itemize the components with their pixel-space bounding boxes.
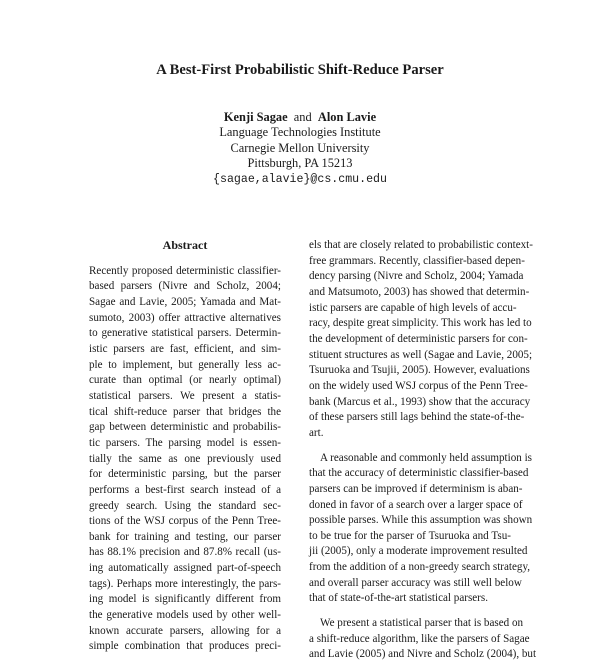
- right-column: [309, 238, 537, 663]
- author-names: [0, 110, 600, 125]
- text-line: greedy search. Using the standard sec-: [89, 499, 281, 512]
- text-line: doned in favor of a search over a larger space of: [309, 498, 523, 511]
- text-line: istic parsers are fast, efficient, and sim-: [89, 342, 281, 355]
- text-line: jii (2005), only a moderate improvement resulted: [309, 545, 528, 558]
- text-line: Sagae and Lavie, 2005; Yamada and Mat-: [89, 295, 281, 308]
- intro-paragraph-1: [309, 238, 533, 442]
- author-email: {sagae,alavie}@cs.cmu.edu: [213, 172, 387, 186]
- abstract-body: [89, 264, 281, 655]
- text-line: free grammars. Recently, classifier-based depen-: [309, 254, 525, 267]
- text-line: tions of the WSJ corpus of the Penn Tree-: [89, 515, 281, 528]
- affiliation-line: Pittsburgh, PA 15213: [247, 156, 353, 171]
- text-line: tags). Perhaps more interestingly, the pars-: [89, 577, 281, 590]
- text-line: ple to implement, but generally less ac-: [89, 358, 281, 371]
- text-line: racy, despite great simplicity. This work has led to: [309, 317, 532, 330]
- text-line: known accurate parsers, allowing for a: [89, 624, 281, 637]
- text-line: art.: [309, 426, 324, 439]
- text-line: for deterministic parsing, but the parser: [89, 468, 281, 481]
- text-line: from the addition of a non-greedy search strategy,: [309, 561, 531, 574]
- text-line: ing automatically assigned part-of-speech: [89, 562, 281, 575]
- text-line: the development of deterministic parsers for con-: [309, 332, 528, 345]
- affiliation-line: Carnegie Mellon University: [230, 140, 370, 155]
- text-line: istic parsers are capable of high levels of accu-: [309, 301, 517, 314]
- intro-paragraph-2: [309, 451, 533, 608]
- text-line: and Lavie (2005) and Nivre and Scholz (2004), but: [309, 648, 537, 661]
- text-line: possible parses. While this assumption was shown: [309, 514, 533, 527]
- text-line: that of state-of-the-art statistical parsers.: [309, 592, 488, 605]
- text-line: on the widely used WSJ corpus of the Penn Tree-: [309, 379, 528, 392]
- text-line: to generative statistical parsers. Determin-: [89, 327, 281, 340]
- text-line: has 88.1% precision and 87.8% recall (us-: [89, 546, 281, 559]
- text-line: tially the same as one previously used: [89, 452, 281, 465]
- text-line: Tsuruoka and Tsujii, 2005). However, evaluations: [309, 364, 530, 377]
- abstract-heading: Abstract: [162, 238, 208, 252]
- text-line: els that are closely related to probabilistic context-: [309, 239, 533, 251]
- text-line: to be true for the parser of Tsuruoka and Tsu-: [309, 529, 511, 542]
- author-conjunction: and: [293, 110, 312, 124]
- text-line: statistical parsers. We present a statis-: [89, 389, 281, 402]
- author-name-1: Kenji Sagae: [223, 110, 288, 124]
- affiliation-line: Language Technologies Institute: [219, 125, 381, 140]
- paper-title: A Best-First Probabilistic Shift-Reduce Parser: [156, 62, 444, 78]
- text-line: Recently proposed deterministic classifier-: [89, 264, 281, 277]
- text-line: parsers can be improved if determinism is aban-: [309, 482, 523, 495]
- text-line: that the accuracy of deterministic classifier-based: [309, 467, 529, 480]
- author-block: [0, 110, 600, 187]
- text-line: gap between deterministic and probabilis-: [89, 421, 281, 434]
- text-line: dency parsing (Nivre and Scholz, 2004; Yamada: [309, 270, 524, 283]
- text-line: and Matsumoto, 2003) has showed that determin-: [309, 285, 530, 298]
- text-line: based parsers (Nivre and Scholz, 2004;: [89, 280, 281, 293]
- text-line: simple combination that produces preci-: [89, 640, 281, 653]
- text-line: A reasonable and commonly held assumption is: [320, 451, 532, 464]
- text-line: tical shift-reduce parser that bridges the: [89, 405, 281, 418]
- text-line: bank (Marcus et al., 1993) show that the accuracy: [309, 395, 531, 408]
- text-line: tic parsers. The parsing model is essen-: [89, 436, 281, 449]
- text-line: curate than optimal (or nearly optimal): [89, 374, 281, 387]
- text-line: and overall parser accuracy was still well below: [309, 576, 522, 589]
- text-line: bank for training and testing, our parser: [89, 530, 281, 543]
- text-line: the generative models used by other well-: [89, 609, 281, 622]
- left-column: [89, 238, 281, 655]
- author-name-2: Alon Lavie: [317, 110, 377, 124]
- text-line: stituent structures as well (Sagae and Lavie, 2005;: [309, 348, 533, 361]
- intro-paragraph-3: [309, 616, 537, 663]
- text-line: ing model is significantly different from: [89, 593, 281, 606]
- text-line: sumoto, 2003) offer attractive alternatives: [89, 311, 281, 324]
- text-line: of these parsers still lags behind the state-of-the-: [309, 411, 525, 424]
- text-line: We present a statistical parser that is based on: [320, 617, 524, 630]
- text-line: performs a best-first search instead of a: [89, 483, 281, 496]
- text-line: a shift-reduce algorithm, like the parsers of Sagae: [309, 632, 530, 645]
